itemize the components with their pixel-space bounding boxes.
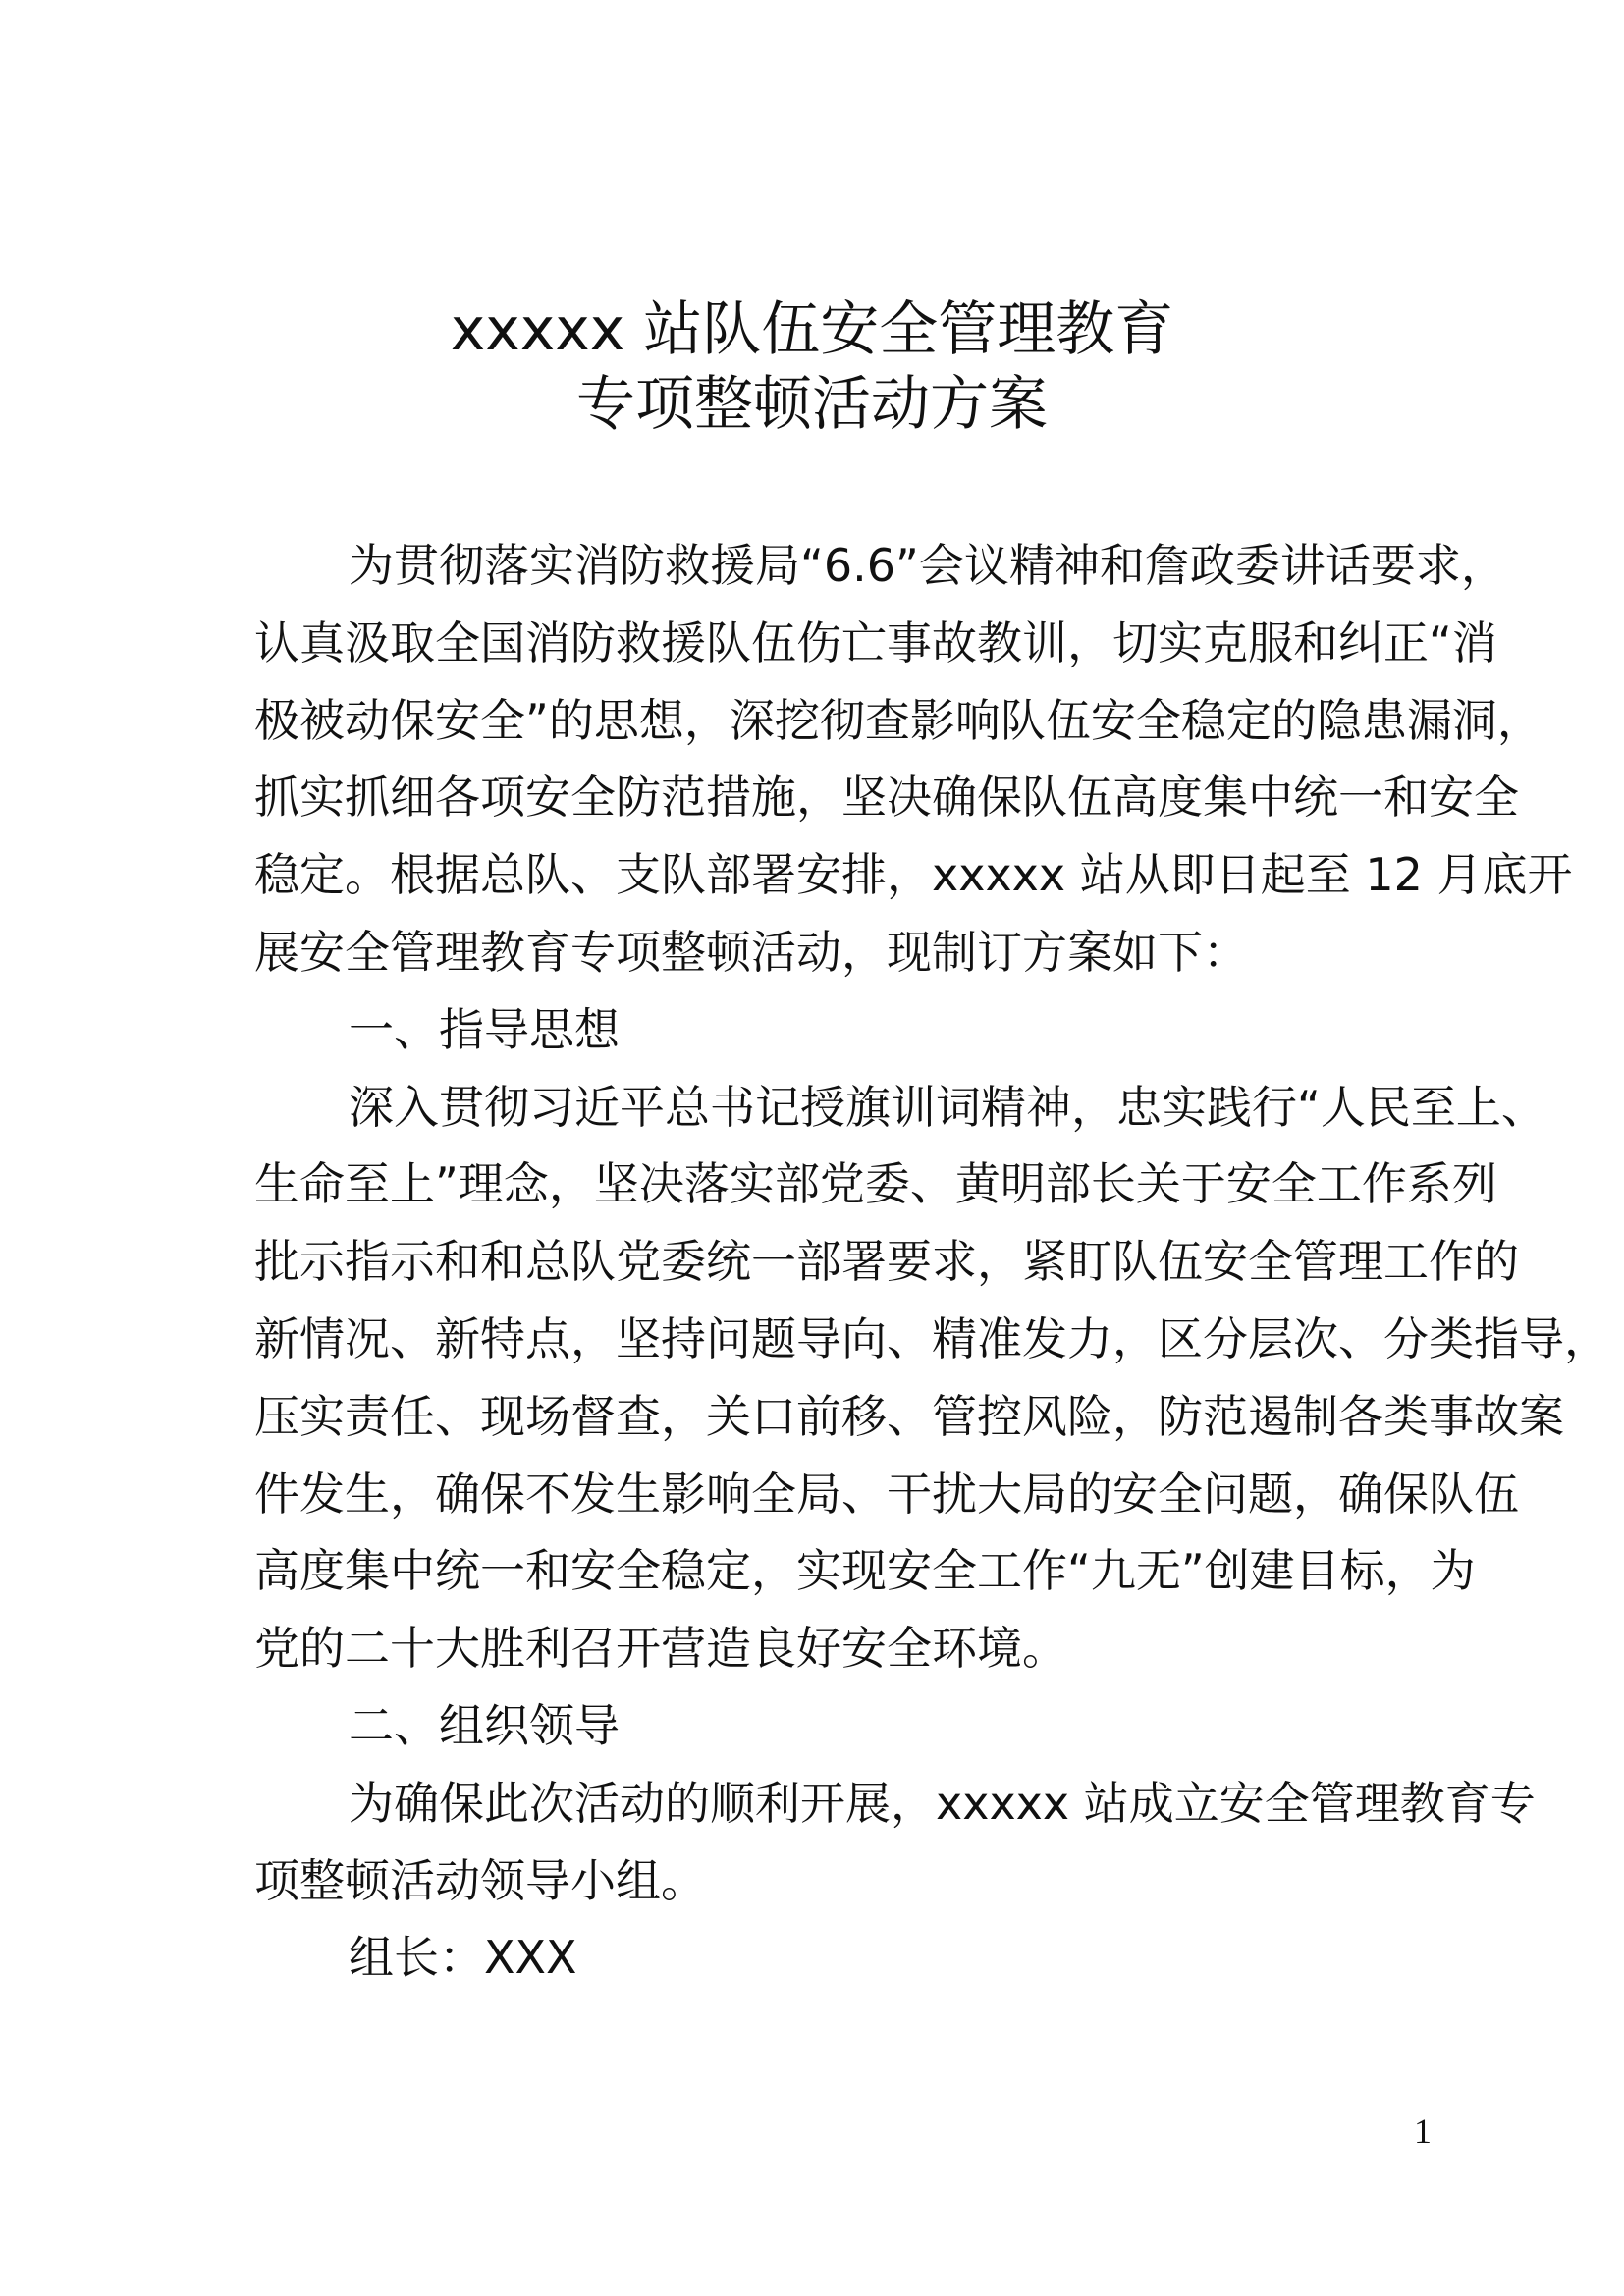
page-number: 1 (1414, 2111, 1432, 2151)
paragraph-intro-line: 展安全管理教育专项整顿活动，现制订方案如下： (254, 925, 1248, 979)
paragraph-intro-line: 为贯彻落实消防救援局“6.6”会议精神和詹政委讲话要求， (349, 539, 1506, 592)
paragraph-guiding-line: 新情况、新特点，坚持问题导向、精准发力，区分层次、分类指导， (254, 1311, 1609, 1365)
group-leader-line: 组长：XXX (349, 1931, 577, 1985)
paragraph-organization-line: 项整顿活动领导小组。 (254, 1853, 706, 1907)
document-body (254, 527, 1609, 1997)
paragraph-guiding-line: 党的二十大胜利召开营造良好安全环境。 (254, 1622, 1067, 1676)
paragraph-guiding-line: 高度集中统一和安全稳定，实现安全工作“九无”创建目标，为 (254, 1544, 1476, 1598)
paragraph-guiding-line: 件发生，确保不发生影响全局、干扰大局的安全问题，确保队伍 (254, 1467, 1519, 1521)
paragraph-organization-line: 为确保此次活动的顺利开展，xxxxx 站成立安全管理教育专 (349, 1776, 1536, 1830)
document-title-line2: 专项整顿活动方案 (576, 370, 1048, 439)
section-heading-organization: 二、组织领导 (349, 1698, 620, 1752)
paragraph-guiding-line: 生命至上”理念，坚决落实部党委、黄明部长关于安全工作系列 (254, 1157, 1497, 1211)
paragraph-guiding-line: 深入贯彻习近平总书记授旗训词精神，忠实践行“人民至上、 (349, 1080, 1546, 1134)
paragraph-intro-line: 稳定。根据总队、支队部署安排，xxxxx 站从即日起至 12 月底开 (254, 848, 1573, 902)
paragraph-intro-line: 抓实抓细各项安全防范措施，坚决确保队伍高度集中统一和安全 (254, 771, 1519, 825)
paragraph-intro-line: 极被动保安全”的思想，深挖彻查影响队伍安全稳定的隐患漏洞， (254, 693, 1543, 747)
document-title-line1: xxxxx 站队伍安全管理教育 (450, 295, 1174, 364)
paragraph-guiding-line: 压实责任、现场督查，关口前移、管控风险，防范遏制各类事故案 (254, 1389, 1564, 1443)
paragraph-guiding-line: 批示指示和和总队党委统一部署要求，紧盯队伍安全管理工作的 (254, 1235, 1519, 1289)
section-heading-guiding-ideology: 一、指导思想 (349, 1002, 620, 1056)
paragraph-intro-line: 认真汲取全国消防救援队伍伤亡事故教训，切实克服和纠正“消 (254, 615, 1497, 669)
